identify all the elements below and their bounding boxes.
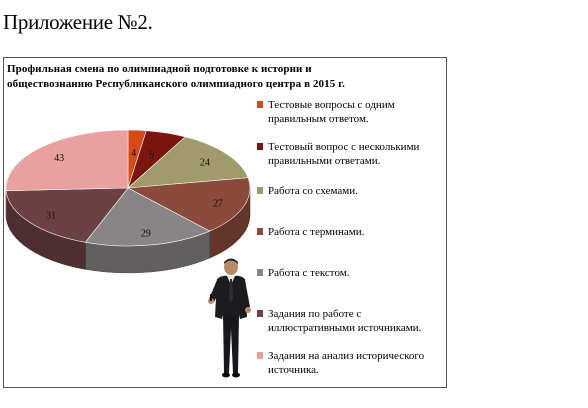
legend-label: Задания на анализ исторического источника.	[268, 350, 425, 376]
chart-title: Профильная смена по олимпиадной подготовке к истории и обществознанию Республиканского олимпиадного центра в 2015 г.	[7, 63, 345, 90]
legend-label: Работа со схемами.	[268, 185, 358, 197]
pie-data-label: 27	[213, 198, 223, 210]
pie-data-label: 9	[149, 149, 155, 161]
pie-data-label: 31	[46, 210, 57, 222]
legend-label: Задания по работе с иллюстративными источниками.	[268, 308, 422, 334]
pie-data-label: 24	[199, 157, 210, 169]
legend-swatch	[257, 187, 263, 194]
legend-label: Работа с терминами.	[268, 226, 365, 238]
legend-label: Тестовый вопрос с несколькими правильными ответами.	[268, 141, 420, 167]
legend-swatch	[257, 101, 263, 108]
pie-data-label: 4	[131, 148, 137, 160]
page-heading: Приложение №2.	[3, 10, 153, 34]
legend-swatch	[257, 143, 263, 150]
legend-label: Тестовые вопросы с одним правильным ответом.	[268, 99, 395, 125]
presenter-illustration	[200, 255, 260, 383]
pie-data-label: 43	[54, 152, 65, 164]
chart-frame	[3, 57, 447, 388]
legend-swatch	[257, 228, 263, 235]
pie-slice	[6, 130, 128, 191]
legend-label: Работа с текстом.	[268, 267, 350, 279]
pie-tops	[6, 130, 250, 246]
pie-data-label: 29	[140, 228, 151, 240]
